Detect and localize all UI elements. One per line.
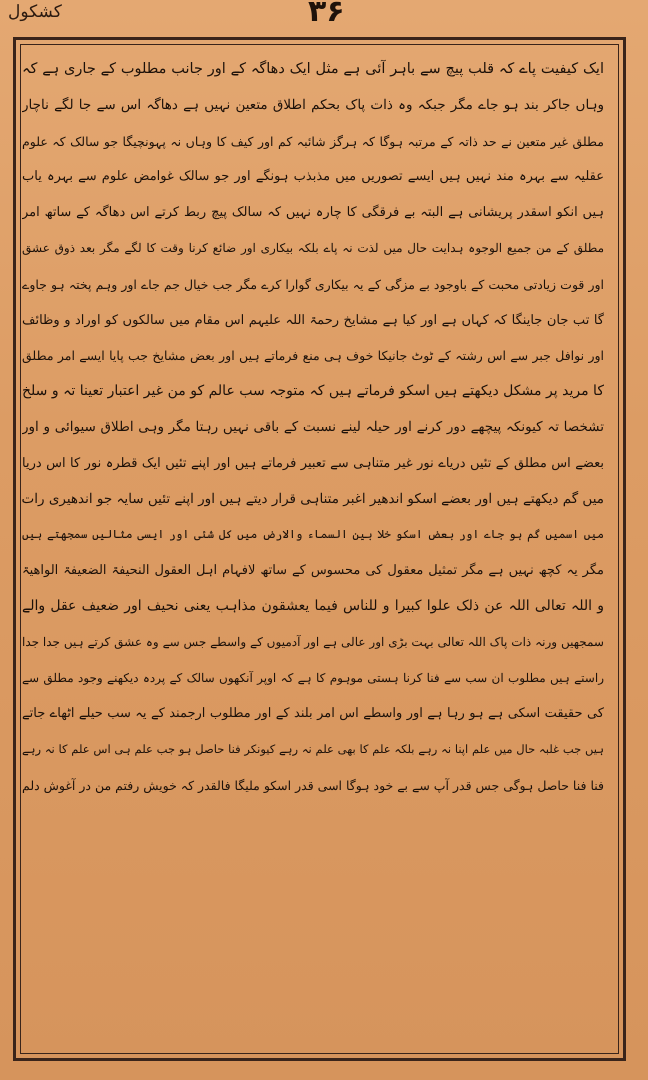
text-line: میں گم دیکھتے ہیں اور بعضے اسکو اندھیر اغبر متناہی قرار دیتے ہیں اور اپنے تئیں سایہ جو اندھیری رات — [22, 490, 604, 507]
text-line: گا تب جان جاینگا کہ کہاں ہے اور کیا ہے مشایخ رحمۃ اللہ علیہم اس مقام میں سالکوں کو اوراد و وظائف — [22, 312, 604, 328]
text-line: راستے ہیں مطلوب ان سب سے فنا کرنا ہستی موہوم کا ہے کہ اوپر آنکھوں سالک کے پردہ دیکھنے وجود مطلق سے — [22, 670, 604, 685]
page-number: ۳۶ — [308, 0, 345, 29]
text-line: عقلیہ سے بہرہ مند نہیں ہیں ایسے تصوریں میں مذبذب ہونگے اور جو سالک غوامض علوم سے بہرہ یاب — [22, 169, 604, 185]
text-line: میں اسمیں گم ہو جاے اور بعض اسکو خلا بین السماء والارض میں کل شئی اور ایسی مثالیں سمجھتے ہیں — [22, 527, 604, 542]
text-line: مطلق کے من جمیع الوجوہ ہدایت حال میں لذت نہ پاے بلکہ بیکاری اور ضائع کرنا وقت کا لگے مگر بعد ذوق عشق — [22, 240, 604, 255]
text-line: ہیں انکو اسقدر پریشانی ہے البتہ بے فرقگی کا چارہ نہیں کہ سالک پیچ ربط کرتے اس دھاگہ کے ساتھ امر — [22, 205, 604, 221]
text-line: و اللہ تعالی اللہ عن ذلک علوا کبیرا و للناس فیما یعشقون مذاہب یعنی نحیف اور ضعیف عقل والے — [22, 597, 604, 614]
text-line: کی حقیقت اسکی ہے ہو رہا ہے اور واسطے اس امر بلند کے اور مطلوب ارجمند کے یہ سب حیلے اٹھاے جاتے — [22, 706, 604, 722]
text-line: فنا فنا حاصل ہوگی جس قدر آپ سے بے خود ہوگا اسی قدر اسکو ملیگا فالقدر کہ خویش رفتم من در آغوش دلم — [22, 777, 604, 793]
text-line: اور قوت زیادتی محبت کے باوجود بے مزگی کے یہ بیکاری گوارا کرے مگر جب خیال جم جاے اور وہم پختہ ہو جاوے — [22, 276, 604, 292]
text-line: ہیں جب غلبہ حال میں علم اپنا نہ رہے بلکہ علم کا بھی علم نہ رہے کیونکر فنا حاصل ہو جب علم ہی اس علم کا نہ رہے — [22, 742, 604, 757]
running-header — [0, 0, 648, 36]
text-line: سمجھیں ورنہ ذات پاک اللہ تعالی بہت بڑی اور عالی ہے اور آدمیوں کے واسطے جس سے وہ عشق کرتے ہیں جدا جدا — [22, 634, 604, 649]
text-line: وہاں جاکر بند ہو جاے مگر جبکہ وہ ذات پاک بحکم اطلاق متعین نہیں ہے دھاگہ اس سے جا لگے ناچار — [22, 96, 604, 113]
text-line: تشخصا تہ کیونکہ پیچھے دور کرنے اور حیلہ لینے نسبت کے باقی نہیں رہتا مگر وہی اطلاق سیوائی و اور — [22, 418, 604, 435]
text-line: ایک کیفیت پاے کہ قلب پیچ سے باہر آئی ہے مثل ایک دھاگہ کے اور جانب مطلوب کے جاری ہے کہ — [22, 61, 604, 77]
body-text — [22, 52, 604, 1054]
text-line: کا مرید پر مشکل دیکھتے ہیں اسکو فرماتے ہیں کہ متوجہ سب عالم کو من غیر اعتبار تعینا تہ و سلخ — [22, 383, 604, 400]
text-line: مگر یہ کچھ نہیں ہے مگر تمثیل معقول کی محسوس کے ساتھ لافہام اہل العقول النحیفۃ الضعیفۃ الواھیۃ — [22, 563, 604, 579]
running-head-title: کشکول — [8, 2, 62, 22]
text-line: اور نوافل جبر سے اس رشتہ کے ٹوٹ جانیکا خوف ہی منع فرماتے ہیں اور بعض مشایخ جب پایا ایسے امر مطلق — [22, 348, 604, 364]
text-line: بعضے اس مطلق کے تئیں دریاے نور غیر متناہی سے تعبیر فرماتے ہیں اور اپنے تئیں ایک قطرہ نور کا اس دریا — [22, 455, 604, 471]
text-line: مطلق غیر متعین نے حد ذاتہ کے مرتبہ ہوگا کہ ہرگز شائبہ کم اور کیف کا وہاں نہ پہونچیگا جو سالک کہ علوم — [22, 133, 604, 149]
